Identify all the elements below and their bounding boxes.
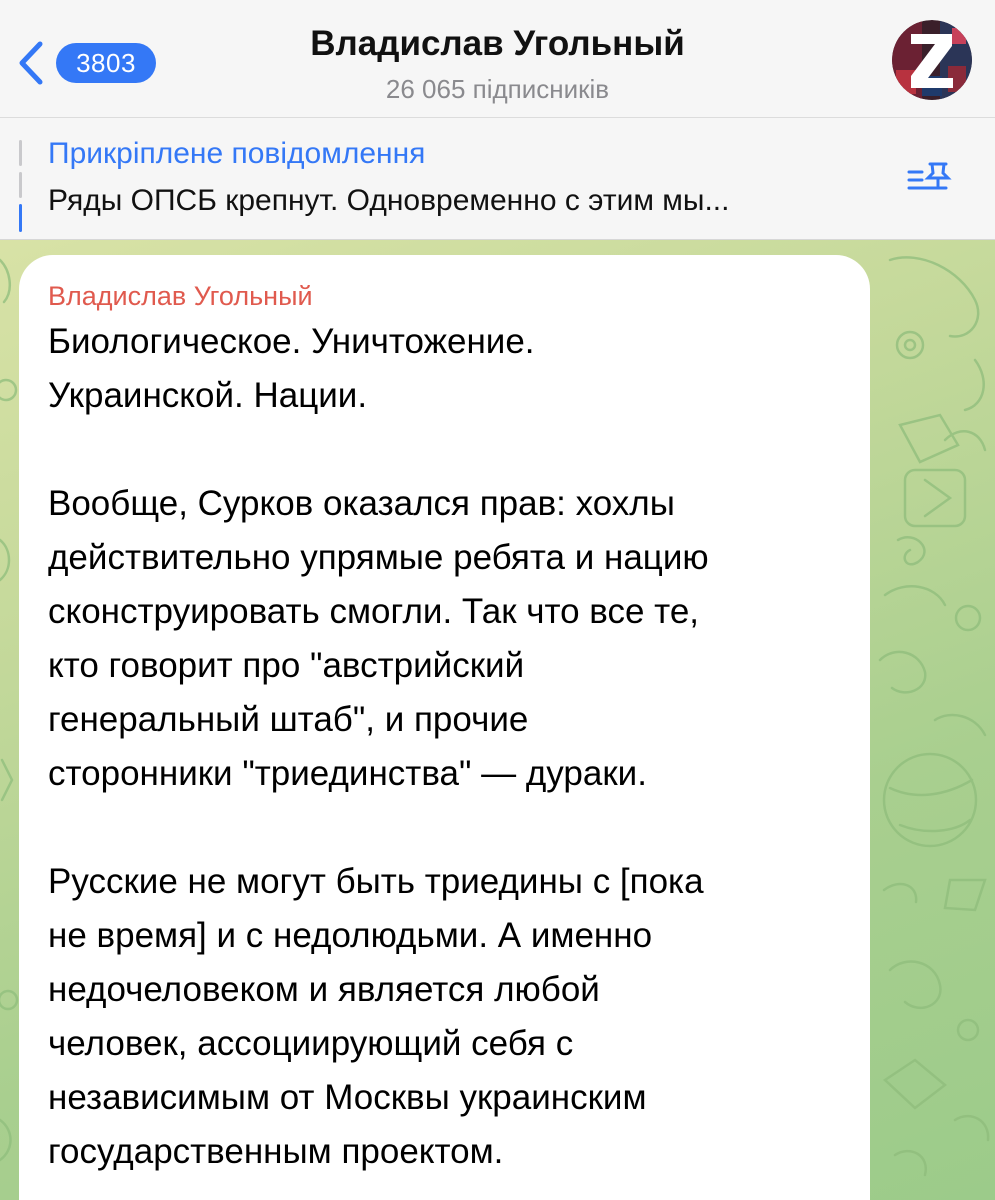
unread-count-badge: 3803: [56, 43, 156, 83]
pinned-position-indicator: [19, 140, 23, 228]
channel-info[interactable]: [200, 20, 795, 106]
chevron-left-icon: [10, 38, 52, 88]
message-text: Биологическое. Уничтожение. Украинской. Нации. Вообще, Сурков оказался прав: хохлы действительно упрямые ребята и нацию сконструировать смогли. Так что все те, кто говорит про "австрийский генеральный штаб", и прочие сторонники "триединства" — дураки. Русские не могут быть триедины с [пока не время] и с недолюдьми. А именно недочеловеком и является любой человек, ассоциирующий себя с независимым от Москвы украинским государственным проектом.: [48, 322, 709, 1171]
message-bubble[interactable]: [19, 255, 870, 1200]
chat-header: [0, 0, 995, 118]
pinned-preview: Ряды ОПСБ крепнут. Одновременно с этим мы...: [48, 184, 730, 217]
back-button[interactable]: [10, 38, 156, 88]
channel-avatar-z-icon[interactable]: [892, 20, 972, 100]
chat-area[interactable]: [0, 240, 995, 1200]
channel-title: Владислав Угольный: [310, 24, 685, 63]
subscriber-count: 26 065 підписників: [385, 74, 610, 104]
pinned-list-icon[interactable]: [906, 158, 952, 204]
pinned-label: Прикріплене повідомлення: [48, 137, 426, 170]
message-sender: Владислав Угольный: [48, 281, 313, 311]
pinned-message-bar[interactable]: [0, 118, 995, 240]
